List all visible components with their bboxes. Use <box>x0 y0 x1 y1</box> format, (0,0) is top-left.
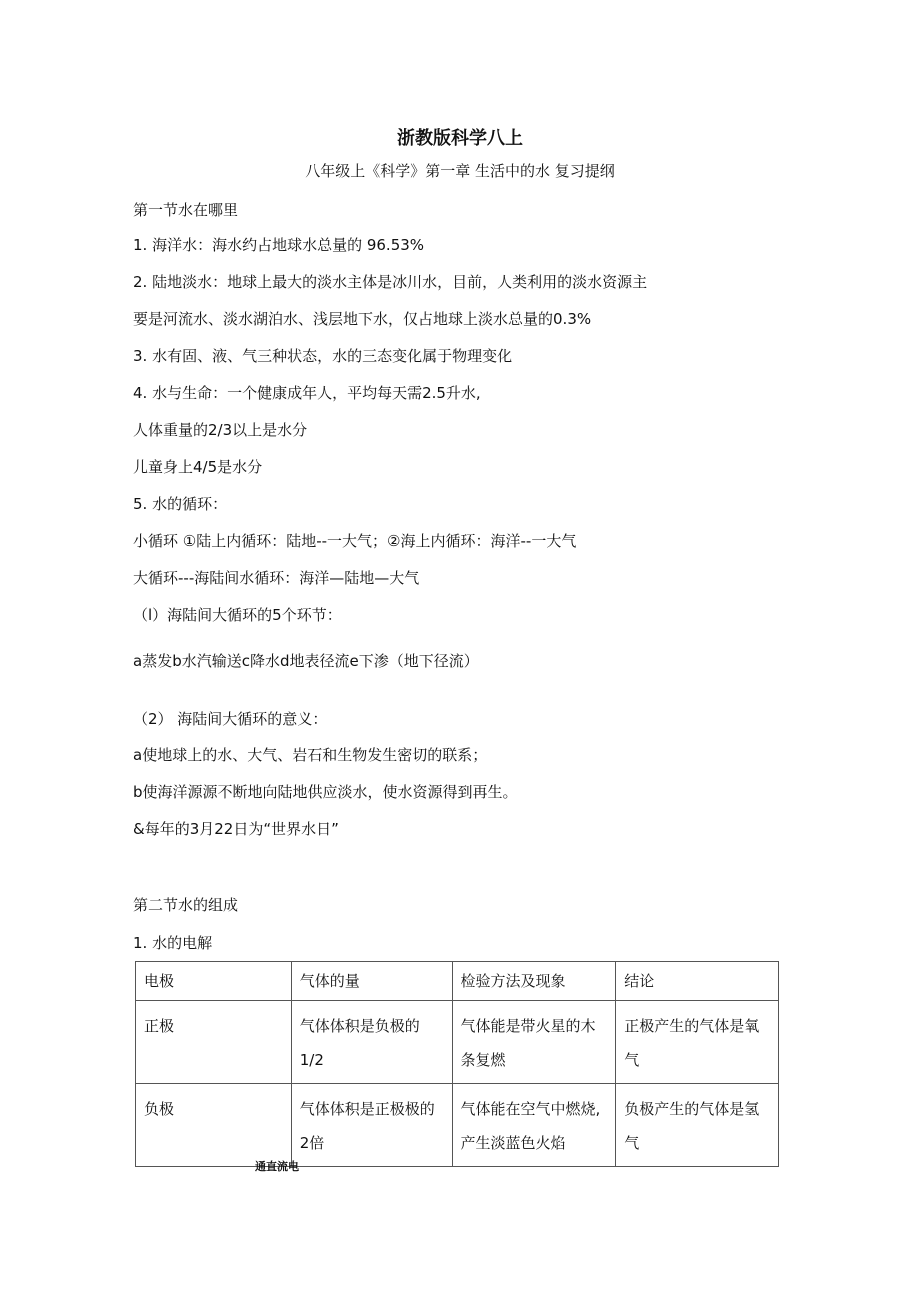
text-line: 要是河流水、淡水湖泊水、浅层地下水，仅占地球上淡水总量的0.3% <box>133 310 592 328</box>
text-line: 人体重量的2/3以上是水分 <box>133 421 308 439</box>
table-row <box>136 1084 779 1167</box>
table-cell: 正极产生的气体是氧气 <box>616 1001 779 1084</box>
text-line: &每年的3月22日为“世界水日” <box>133 820 339 838</box>
table-cell: 气体体积是负极的1/2 <box>291 1001 452 1084</box>
text-line: （l）海陆间大循环的5个环节： <box>133 606 342 624</box>
text-line: 1. 海洋水：海水约占地球水总量的 96.53% <box>133 236 425 254</box>
text-line: 3. 水有固、液、气三种状态，水的三态变化属于物理变化 <box>133 347 513 365</box>
text-line: 儿童身上4/5是水分 <box>133 458 263 476</box>
text-line: 2. 陆地淡水：地球上最大的淡水主体是冰川水，目前，人类利用的淡水资源主 <box>133 273 648 291</box>
section-heading: 第一节水在哪里 <box>133 201 239 219</box>
table-header-cell: 结论 <box>616 962 779 1001</box>
table-header-cell: 检验方法及现象 <box>452 962 616 1001</box>
table-cell: 负极 <box>136 1084 292 1167</box>
table-cell: 气体体积是正极极的2倍 <box>291 1084 452 1167</box>
table-header-row <box>136 962 779 1001</box>
text-line: 大循环---海陆间水循环：海洋—陆地—大气 <box>133 569 420 587</box>
table-row <box>136 1001 779 1084</box>
electrolysis-table <box>135 961 779 1167</box>
text-line: 5. 水的循环： <box>133 495 228 513</box>
document-title: 浙教版科学八上 <box>397 128 523 149</box>
table-header-cell: 电极 <box>136 962 292 1001</box>
table-cell: 正极 <box>136 1001 292 1084</box>
table-cell: 气体能在空气中燃烧,产生淡蓝色火焰 <box>452 1084 616 1167</box>
text-line: （2） 海陆间大循环的意义： <box>133 710 328 728</box>
text-line: 小循环 ①陆上内循环：陆地--一大气；②海上内循环：海洋--一大气 <box>133 532 577 550</box>
text-line: a使地球上的水、大气、岩石和生物发生密切的联系； <box>133 746 488 764</box>
section-heading: 第二节水的组成 <box>133 896 239 914</box>
document-subtitle: 八年级上《科学》第一章 生活中的水 复习提纲 <box>305 162 615 180</box>
text-line: a蒸发b水汽输送c降水d地表径流e下渗（地下径流） <box>133 652 479 670</box>
text-line: 1. 水的电解 <box>133 934 213 952</box>
table-cell: 气体能是带火星的木条复燃 <box>452 1001 616 1084</box>
table-header-cell: 气体的量 <box>291 962 452 1001</box>
table-note: 通直流电 <box>255 1160 299 1173</box>
text-line: b使海洋源源不断地向陆地供应淡水，使水资源得到再生。 <box>133 783 518 801</box>
text-line: 4. 水与生命：一个健康成年人，平均每天需2.5升水, <box>133 384 481 402</box>
table-cell: 负极产生的气体是氢气 <box>616 1084 779 1167</box>
